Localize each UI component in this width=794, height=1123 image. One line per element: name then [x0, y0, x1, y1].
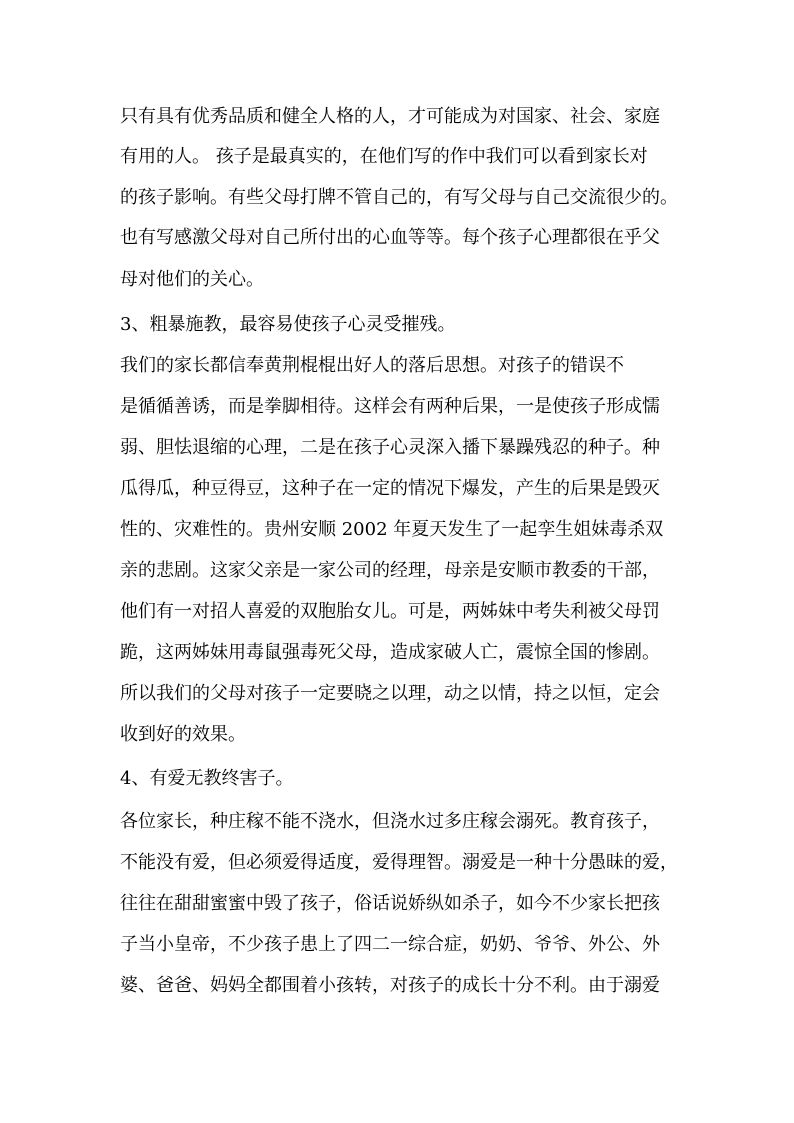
text-line: 弱、胆怯退缩的心理，二是在孩子心灵深入播下暴躁残忍的种子。种 [120, 437, 660, 458]
text-line: 往往在甜甜蜜蜜中毁了孩子，俗话说娇纵如杀子，如今不少家长把孩 [120, 893, 660, 914]
text-line: 有用的人。 孩子是最真实的，在他们写的作中我们可以看到家长对 [120, 146, 648, 167]
text-line: 子当小皇帝，不少孩子患上了四二一综合症，奶奶、爷爷、外公、外 [120, 934, 660, 955]
text-line: 亲的悲剧。这家父亲是一家公司的经理，母亲是安顺市教委的干部， [120, 560, 660, 581]
text-line: 只有具有优秀品质和健全人格的人，才可能成为对国家、社会、家庭 [120, 106, 660, 127]
text-line: 的孩子影响。有些父母打牌不管自己的，有写父母与自己交流很少的。 [120, 187, 678, 208]
text-line: 收到好的效果。 [120, 724, 246, 745]
text-line: 母对他们的关心。 [120, 269, 264, 290]
text-line: 跪，这两姊妹用毒鼠强毒死父母，造成家破人亡，震惊全国的惨剧。 [120, 642, 660, 663]
text-line: 各位家长，种庄稼不能不浇水，但浇水过多庄稼会溺死。教育孩子， [120, 811, 660, 832]
text-line: 婆、爸爸、妈妈全都围着小孩转，对孩子的成长十分不利。由于溺爱 [120, 975, 660, 996]
text-line: 也有写感激父母对自己所付出的心血等等。每个孩子心理都很在乎父 [120, 227, 660, 248]
text-line: 瓜得瓜，种豆得豆，这种子在一定的情况下爆发，产生的后果是毁灭 [120, 478, 660, 499]
text-line: 我们的家长都信奉黄荆棍棍出好人的落后思想。对孩子的错误不 [120, 355, 624, 376]
section-heading: 4、有爱无教终害子。 [120, 768, 294, 789]
text-line: 性的、灾难性的。贵州安顺 2002 年夏天发生了一起孪生姐妹毒杀双 [120, 519, 664, 540]
text-line: 他们有一对招人喜爱的双胞胎女儿。可是，两姊妹中考失利被父母罚 [120, 601, 660, 622]
section-heading: 3、粗暴施教，最容易使孩子心灵受摧残。 [120, 314, 456, 335]
text-line: 是循循善诱，而是拳脚相待。这样会有两种后果，一是使孩子形成懦 [120, 396, 660, 417]
text-line: 所以我们的父母对孩子一定要晓之以理，动之以情，持之以恒，定会 [120, 683, 660, 704]
text-line: 不能没有爱，但必须爱得适度，爱得理智。溺爱是一种十分愚昧的爱， [120, 852, 678, 873]
